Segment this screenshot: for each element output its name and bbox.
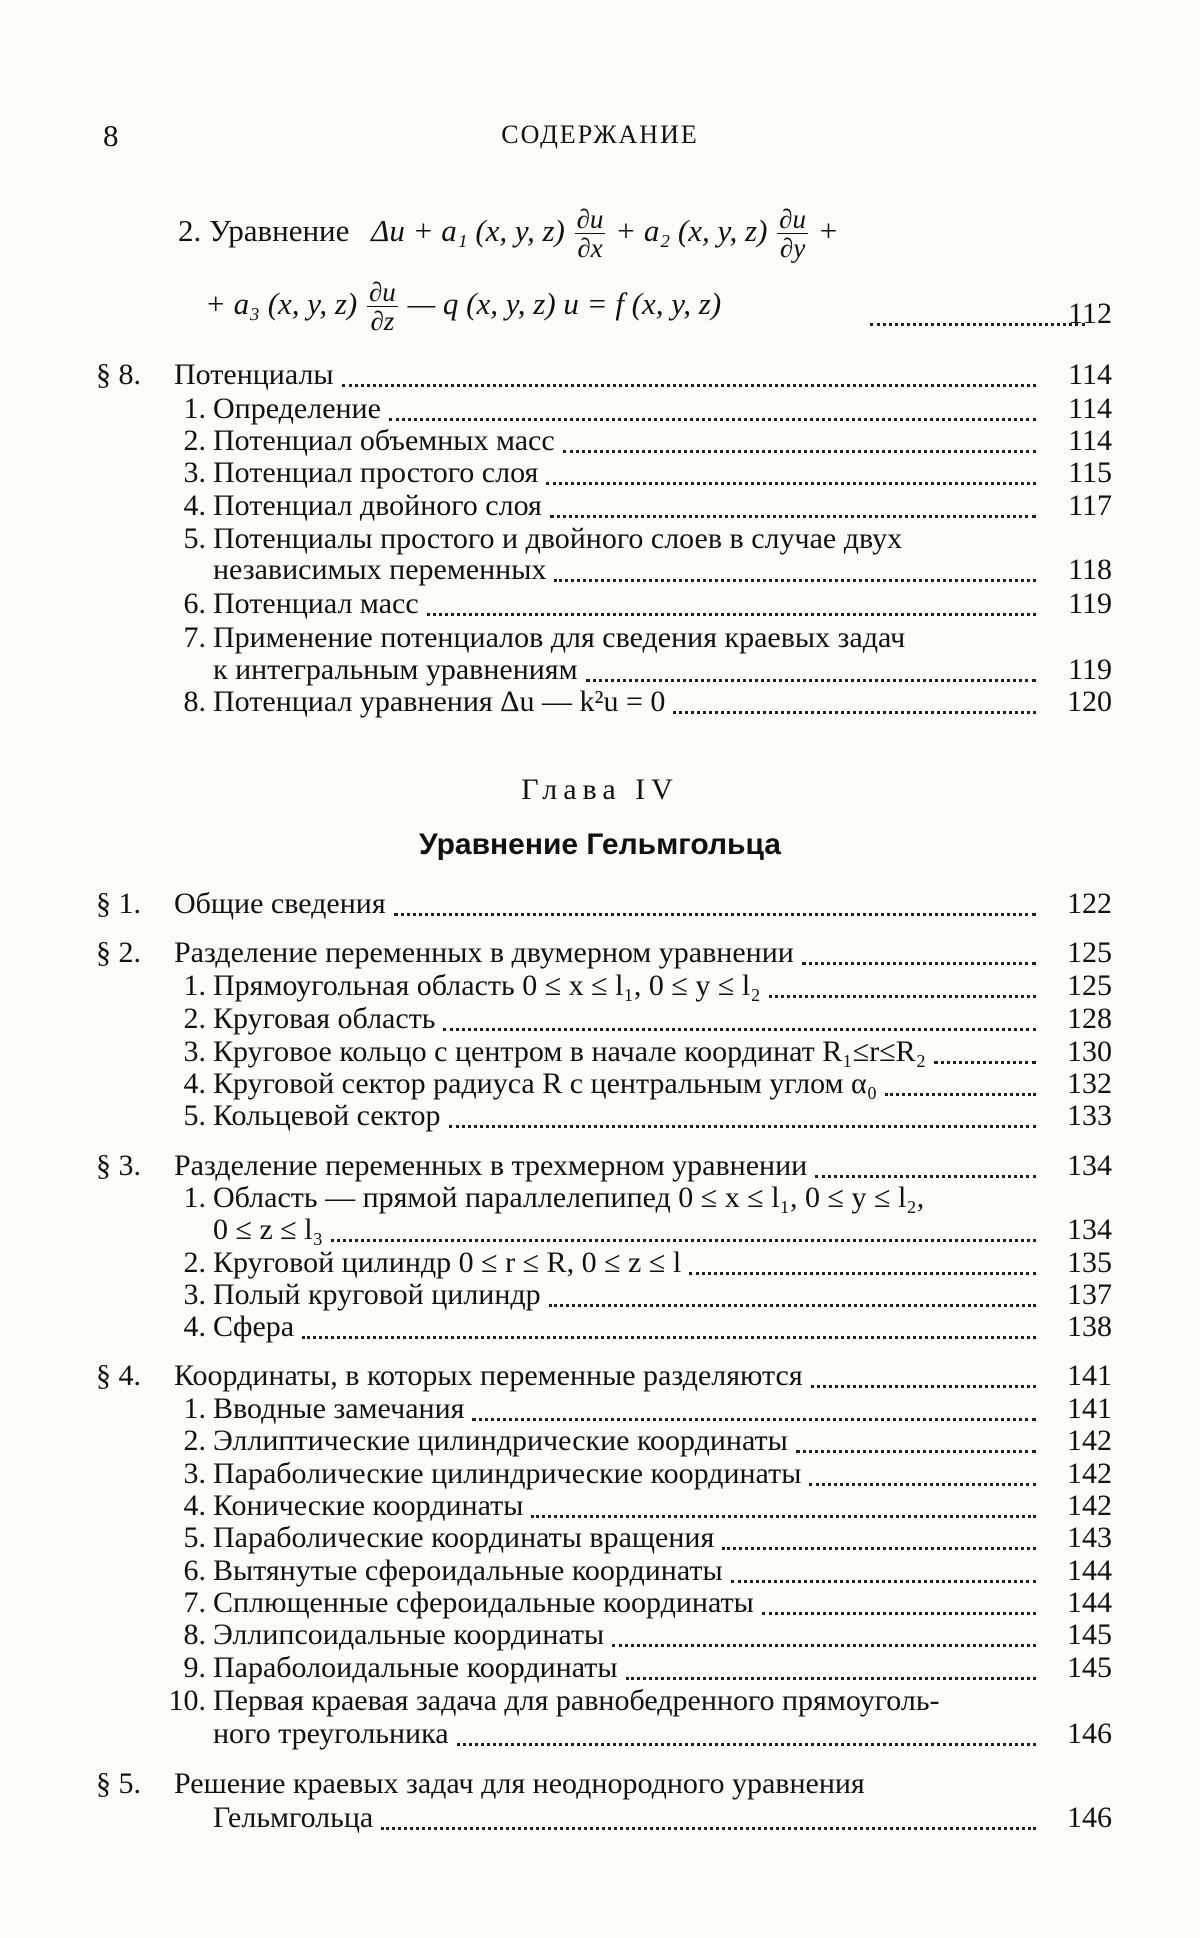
toc-entry-title: Круговая область: [213, 1002, 436, 1035]
toc-entry-number: 1.: [183, 1181, 206, 1214]
toc-entry-number: 6.: [183, 1554, 206, 1587]
toc-entry-title: Потенциал уравнения Δu — k²u = 0: [213, 685, 666, 718]
toc-entry: [0, 1554, 1200, 1588]
toc-entry-number: 5.: [183, 522, 206, 555]
toc-entry: [0, 1246, 1200, 1280]
dot-leader: [550, 489, 1036, 518]
page-ref: 125: [1067, 936, 1112, 969]
page-ref: 144: [1067, 1586, 1112, 1619]
dot-leader: [762, 1586, 1036, 1615]
toc-entry-number: 4.: [183, 1489, 206, 1522]
dot-leader: [626, 1651, 1036, 1680]
page-ref: 125: [1067, 969, 1112, 1002]
toc-entry-title: Кольцевой сектор: [213, 1099, 441, 1132]
toc-entry-title: Сплющенные сфероидальные координаты: [213, 1586, 754, 1619]
page-ref: 143: [1067, 1521, 1112, 1554]
toc-entry: [0, 1717, 1200, 1751]
dot-leader: [769, 969, 1036, 998]
toc-entry-title: Гельмгольца: [213, 1801, 374, 1834]
toc-entry: [0, 456, 1200, 490]
toc-entry-number: § 3.: [96, 1149, 141, 1182]
toc-entry-number: 6.: [183, 587, 206, 620]
dot-leader: [427, 587, 1036, 616]
dot-leader: [689, 1246, 1036, 1275]
toc-entry-number: 5.: [183, 1521, 206, 1554]
toc-entry-number: 3.: [183, 1278, 206, 1311]
dot-leader: [472, 1392, 1036, 1421]
dot-leader: [811, 1359, 1036, 1388]
chapter-title: Уравнение Гельмгольца: [419, 828, 781, 861]
page-ref: 132: [1067, 1067, 1112, 1100]
toc-entry-title: Эллиптические цилиндрические координаты: [213, 1424, 788, 1457]
toc-entry-title: Параболические цилиндрические координаты: [213, 1457, 802, 1490]
page-ref: 119: [1068, 587, 1112, 620]
dot-leader: [381, 1801, 1036, 1830]
dot-leader: [546, 456, 1036, 485]
toc-entry-title: Круговой сектор радиуса R с центральным углом α₀: [213, 1067, 878, 1100]
toc-entry-title: Потенциалы простого и двойного слоев в случае двух: [213, 522, 903, 555]
toc-entry-number: 5.: [183, 1099, 206, 1132]
toc-entry-title: Потенциал масс: [213, 587, 419, 620]
dot-leader: [612, 1618, 1036, 1647]
equation-label: 2. Уравнение: [178, 212, 350, 248]
fraction-du-dy: $\frac{\partial u}{\partial y}$: [779, 204, 806, 264]
running-title: СОДЕРЖАНИЕ: [501, 120, 699, 149]
toc-entry-title: Разделение переменных в двумерном уравнении: [174, 936, 794, 969]
page-ref: 118: [1068, 553, 1112, 586]
toc-entry: [0, 685, 1200, 719]
dot-leader: [885, 1067, 1036, 1096]
toc-entry-number: § 2.: [96, 936, 141, 969]
fraction-du-dz: $\frac{\partial u}{\partial z}$: [368, 277, 396, 337]
page-ref: 145: [1067, 1651, 1112, 1684]
toc-entry-number: 1.: [183, 392, 206, 425]
toc-entry: [0, 1424, 1200, 1458]
equation-line-1: [178, 205, 839, 263]
dot-leader: [934, 1035, 1036, 1064]
page-ref: 114: [1068, 424, 1112, 457]
toc-entry-title: Потенциал объемных масс: [213, 424, 555, 457]
equation-term-4: + a₃ (x, y, z): [205, 285, 358, 321]
page-ref: 142: [1067, 1424, 1112, 1457]
dot-leader: [389, 392, 1036, 421]
page-ref: 142: [1067, 1457, 1112, 1490]
toc-entry-number: 8.: [183, 685, 206, 718]
dot-leader: [586, 653, 1036, 682]
toc-entry-title: Конические координаты: [213, 1489, 524, 1522]
toc-entry-title: Потенциалы: [174, 358, 334, 391]
toc-entry: [0, 1213, 1200, 1247]
toc-entry-title: независимых переменных: [213, 553, 547, 586]
toc-entry-number: 2.: [183, 1246, 206, 1279]
dot-leader: [731, 1554, 1036, 1583]
toc-entry-title: Сфера: [213, 1310, 295, 1343]
toc-entry-title: Круговое кольцо с центром в начале координат R₁≤r≤R₂: [213, 1035, 927, 1068]
toc-entry: [0, 392, 1200, 426]
page-ref: 141: [1067, 1359, 1112, 1392]
toc-entry-number: § 4.: [96, 1359, 141, 1392]
toc-entry-title: 0 ≤ z ≤ l₃: [213, 1213, 324, 1246]
toc-entry: [0, 1767, 1200, 1801]
dot-leader: [796, 1424, 1036, 1453]
page-ref: 144: [1067, 1554, 1112, 1587]
page-ref: 137: [1067, 1278, 1112, 1311]
toc-entry-title: ного треугольника: [213, 1717, 449, 1750]
toc-entry: [0, 1099, 1200, 1133]
dot-leader: [809, 1457, 1036, 1486]
dot-leader: [549, 1278, 1036, 1307]
page-ref: 134: [1067, 1149, 1112, 1182]
dot-leader: [394, 887, 1036, 916]
toc-entry-number: 4.: [183, 489, 206, 522]
toc-entry: [0, 1067, 1200, 1101]
toc-entry-number: § 5.: [96, 1767, 141, 1800]
toc-entry: [0, 1002, 1200, 1036]
toc-entry: [0, 1359, 1200, 1393]
equation-leader-row: [0, 297, 1200, 331]
toc-entry: [0, 1586, 1200, 1620]
page-ref: 117: [1068, 489, 1112, 522]
toc-entry: [0, 1278, 1200, 1312]
toc-entry-number: 3.: [183, 1035, 206, 1068]
equation-term-2: + a₂ (x, y, z): [615, 212, 768, 248]
dot-leader: [342, 358, 1036, 387]
toc-entry-number: 9.: [183, 1651, 206, 1684]
dot-leader: [722, 1521, 1036, 1550]
toc-entry-title: Вытянутые сфероидальные координаты: [213, 1554, 723, 1587]
toc-entry: [0, 1521, 1200, 1555]
page-ref: 112: [1068, 297, 1112, 330]
page-ref: 146: [1067, 1717, 1112, 1750]
toc-entry-title: Параболические координаты вращения: [213, 1521, 715, 1554]
page-ref: 115: [1068, 456, 1112, 489]
dot-leader: [531, 1489, 1036, 1518]
page-ref: 122: [1067, 887, 1112, 920]
toc-entry: [0, 1149, 1200, 1183]
toc-entry-number: 7.: [183, 1586, 206, 1619]
toc-entry: [0, 1684, 1200, 1718]
toc-entry-number: 1.: [183, 969, 206, 1002]
toc-entry-title: Первая краевая задача для равнобедренного прямоуголь-: [213, 1684, 940, 1717]
equation-term-5: — q (x, y, z) u = f (x, y, z): [407, 285, 722, 321]
page-ref: 120: [1067, 685, 1112, 718]
toc-entry-number: § 1.: [96, 887, 141, 920]
page-ref: 138: [1067, 1310, 1112, 1343]
page-ref: 130: [1067, 1035, 1112, 1068]
page-ref: 141: [1067, 1392, 1112, 1425]
toc-entry: [0, 1457, 1200, 1491]
toc-entry: [0, 1618, 1200, 1652]
toc-entry-title: Область — прямой параллелепипед 0 ≤ x ≤ l₁, 0 ≤ y ≤ l₂,: [213, 1181, 925, 1214]
dot-leader: [554, 553, 1036, 582]
toc-entry: [0, 1489, 1200, 1523]
toc-entry: [0, 1035, 1200, 1069]
page-ref: 133: [1067, 1099, 1112, 1132]
toc-entry: [0, 489, 1200, 523]
toc-entry-title: Прямоугольная область 0 ≤ x ≤ l₁, 0 ≤ y ≤ l₂: [213, 969, 761, 1002]
page-ref: 142: [1067, 1489, 1112, 1522]
dot-leader: [815, 1149, 1036, 1178]
toc-entry-number: § 8.: [96, 358, 141, 391]
page-ref: 114: [1068, 358, 1112, 391]
dot-leader: [449, 1099, 1036, 1128]
toc-entry: [0, 1392, 1200, 1426]
page-ref: 145: [1067, 1618, 1112, 1651]
dot-leader: [302, 1310, 1036, 1339]
toc-entry-title: Решение краевых задач для неоднородного уравнения: [174, 1767, 865, 1800]
toc-entry-number: 4.: [183, 1310, 206, 1343]
toc-entry-title: Потенциал двойного слоя: [213, 489, 542, 522]
page-ref: 146: [1067, 1801, 1112, 1834]
toc-entry-title: Потенциал простого слоя: [213, 456, 539, 489]
toc-entry-number: 1.: [183, 1392, 206, 1425]
fraction-du-dx: $\frac{\partial u}{\partial x}$: [576, 204, 604, 264]
toc-entry-title: Определение: [213, 392, 381, 425]
toc-entry-number: 2.: [183, 1002, 206, 1035]
page-ref: 135: [1067, 1246, 1112, 1279]
dot-leader: [802, 936, 1036, 965]
toc-entry: [0, 1310, 1200, 1344]
page-ref: 114: [1068, 392, 1112, 425]
page-ref: 119: [1068, 653, 1112, 686]
toc-entry-number: 7.: [183, 621, 206, 654]
toc-entry: [0, 621, 1200, 655]
toc-entry-number: 3.: [183, 456, 206, 489]
toc-entry-title: Полый круговой цилиндр: [213, 1278, 541, 1311]
toc-entry: [0, 1801, 1200, 1835]
toc-entry-title: Вводные замечания: [213, 1392, 465, 1425]
dot-leader: [673, 685, 1036, 714]
toc-entry-title: Эллипсоидальные координаты: [213, 1618, 605, 1651]
page-ref: 128: [1067, 1002, 1112, 1035]
toc-entry-title: Круговой цилиндр 0 ≤ r ≤ R, 0 ≤ z ≤ l: [213, 1246, 682, 1279]
toc-entry-title: Параболоидальные координаты: [213, 1651, 618, 1684]
toc-entry: [0, 936, 1200, 970]
dot-leader: [563, 424, 1036, 453]
toc-entry: [0, 969, 1200, 1003]
page-ref: 134: [1067, 1213, 1112, 1246]
page-number: 8: [103, 118, 119, 153]
toc-entry: [0, 358, 1200, 392]
toc-entry-number: 10.: [168, 1684, 206, 1717]
dot-leader: [457, 1717, 1036, 1746]
toc-entry-title: Разделение переменных в трехмерном уравнении: [174, 1149, 808, 1182]
toc-entry: [0, 1651, 1200, 1685]
dot-leader: [331, 1213, 1036, 1242]
toc-entry-number: 4.: [183, 1067, 206, 1100]
page-header: [0, 118, 1200, 158]
toc-entry: [0, 424, 1200, 458]
equation-term-1: Δu + a₁ (x, y, z): [371, 212, 565, 248]
dot-leader: [443, 1002, 1036, 1031]
toc-entry: [0, 553, 1200, 587]
toc-entry-number: 8.: [183, 1618, 206, 1651]
toc-entry-title: к интегральным уравнениям: [213, 653, 578, 686]
toc-entry-number: 2.: [183, 424, 206, 457]
toc-entry: [0, 653, 1200, 687]
toc-entry-title: Общие сведения: [174, 887, 386, 920]
toc-entry-number: 3.: [183, 1457, 206, 1490]
toc-entry: [0, 522, 1200, 556]
chapter-label: Глава IV: [521, 773, 679, 806]
toc-entry: [0, 1181, 1200, 1215]
toc-entry: [0, 887, 1200, 921]
toc-entry-title: Применение потенциалов для сведения краевых задач: [213, 621, 906, 654]
equation-term-3: +: [817, 212, 839, 248]
toc-entry-title: Координаты, в которых переменные разделяются: [174, 1359, 803, 1392]
toc-entry-number: 2.: [183, 1424, 206, 1457]
toc-entry: [0, 587, 1200, 621]
